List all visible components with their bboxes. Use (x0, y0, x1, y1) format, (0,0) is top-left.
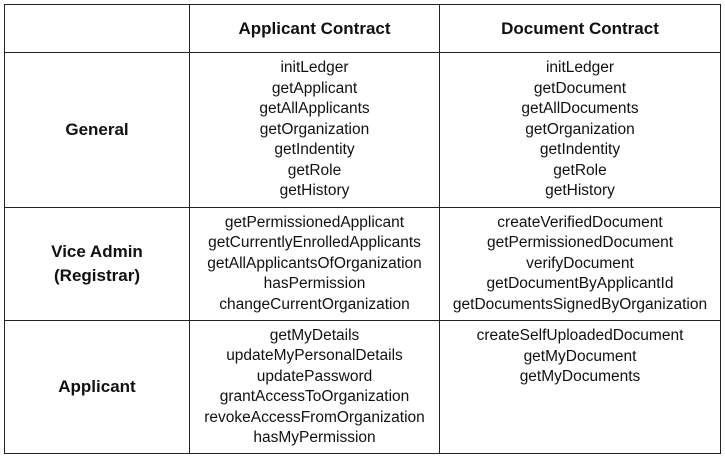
function-name: getDocument (533, 79, 627, 97)
row-label: General (65, 120, 129, 139)
row-header-general (5, 53, 190, 208)
function-name: getCurrentlyEnrolledApplicants (208, 234, 421, 252)
function-name: updatePassword (256, 367, 373, 385)
function-name: getOrganization (259, 120, 370, 138)
contracts-table (4, 4, 721, 454)
row-label: Vice Admin (51, 242, 143, 261)
function-name: createSelfUploadedDocument (476, 327, 684, 344)
function-name: hasMyPermission (253, 429, 376, 446)
header-row (5, 5, 721, 53)
function-name: grantAccessToOrganization (219, 388, 410, 405)
applicant-functions-applicant (190, 321, 440, 454)
row-label: Applicant (58, 377, 136, 396)
function-name: getHistory (279, 182, 350, 200)
function-name: getOrganization (525, 120, 635, 138)
column-header-applicant-contract: Applicant Contract (190, 5, 440, 53)
function-name: getRole (287, 161, 342, 179)
table-row-applicant (5, 321, 721, 454)
function-name: getAllDocuments (521, 100, 639, 118)
function-name: getAllApplicants (259, 100, 370, 118)
corner-cell (5, 5, 190, 53)
function-name: createVerifiedDocument (497, 213, 663, 231)
function-name: updateMyPersonalDetails (226, 347, 403, 364)
contracts-table-wrapper (4, 4, 720, 453)
function-name: getPermissionedApplicant (224, 213, 405, 231)
column-header-document-contract: Document Contract (440, 5, 721, 53)
applicant-functions-vice-admin (190, 208, 440, 321)
function-name: getDocumentByApplicantId (486, 275, 674, 293)
function-name: hasPermission (263, 275, 366, 293)
document-functions-applicant (440, 321, 721, 454)
function-name: getIndentity (274, 141, 355, 159)
table-row-general (5, 53, 721, 208)
row-header-applicant (5, 321, 190, 454)
function-name: getMyDocuments (519, 368, 641, 385)
function-name: verifyDocument (526, 254, 634, 272)
function-name: getIndentity (539, 141, 621, 159)
function-name: initLedger (545, 59, 615, 77)
document-functions-vice-admin (440, 208, 721, 321)
function-name: revokeAccessFromOrganization (204, 408, 425, 426)
function-name: getHistory (545, 182, 615, 200)
function-name: getMyDocument (523, 347, 637, 365)
document-functions-general (440, 53, 721, 208)
function-name: getApplicant (271, 79, 358, 97)
function-name: getDocumentsSignedByOrganization (452, 295, 708, 313)
row-header-vice-admin (5, 208, 190, 321)
row-label-sub: (Registrar) (54, 266, 140, 285)
function-name: getMyDetails (269, 326, 360, 344)
table-row-vice-admin (5, 208, 721, 321)
function-name: getAllApplicantsOfOrganization (207, 254, 422, 272)
function-name: getPermissionedDocument (486, 234, 674, 252)
applicant-functions-general (190, 53, 440, 208)
function-name: getRole (553, 161, 607, 179)
function-name: changeCurrentOrganization (219, 295, 410, 313)
function-name: initLedger (280, 59, 349, 77)
